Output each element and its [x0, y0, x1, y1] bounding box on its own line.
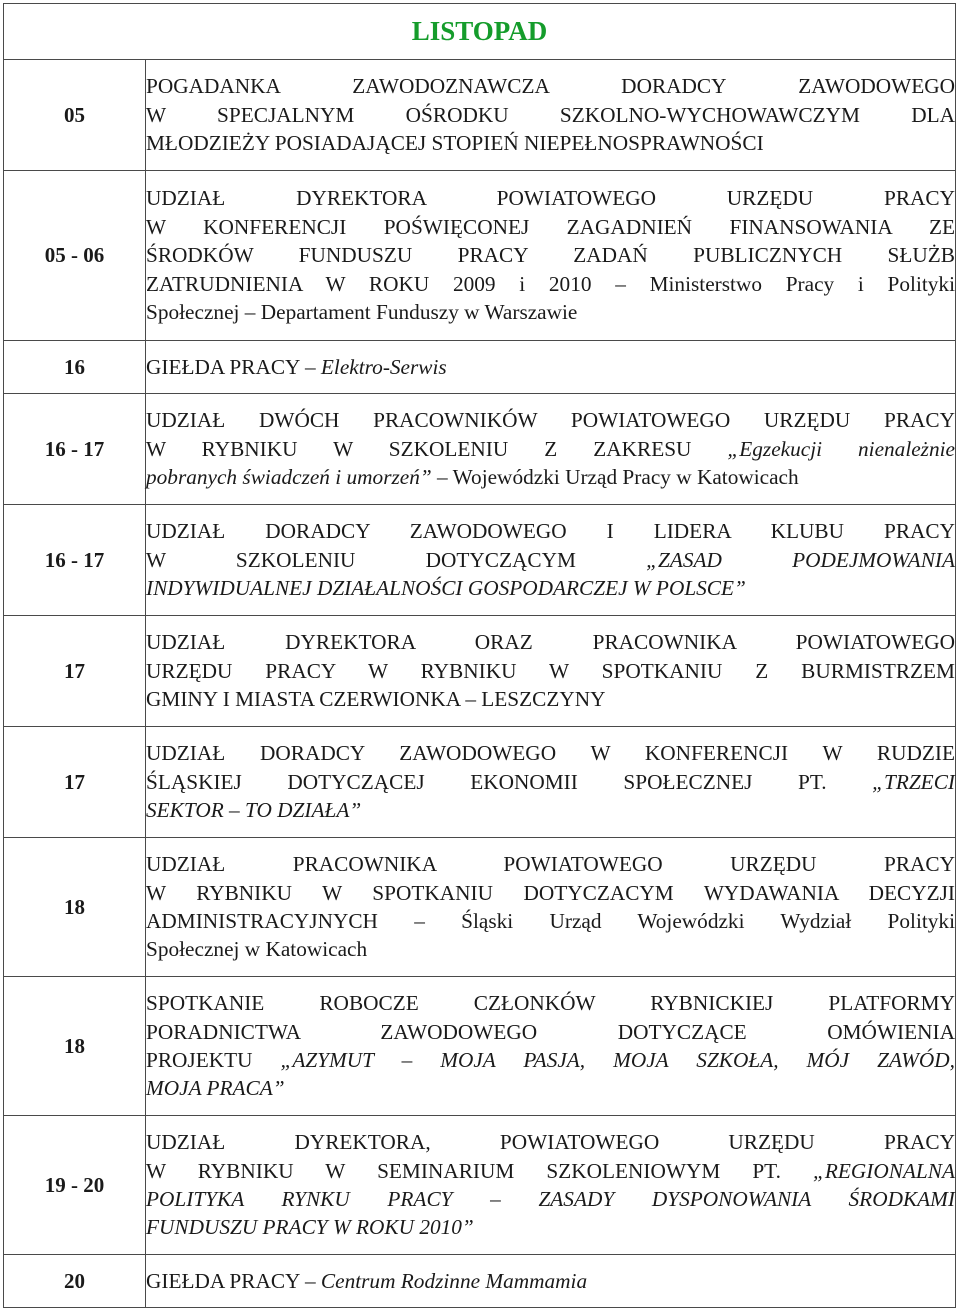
description-line: [146, 1185, 955, 1213]
line-text: ADMINISTRACYJNYCH – Śląski Urząd Wojewódzki Wydział Polityki: [146, 909, 955, 933]
line-text-italic: pobranych świadczeń i umorzeń”: [146, 465, 432, 490]
event-description: [146, 727, 956, 838]
description-line: [146, 739, 955, 767]
description-line: [146, 517, 955, 545]
event-description: [146, 171, 956, 341]
description-line: [146, 1018, 955, 1046]
line-text: W RYBNIKU W SEMINARIUM SZKOLENIOWYM PT.: [146, 1158, 813, 1183]
line-text: ŚRODKÓW FUNDUSZU PRACY ZADAŃ PUBLICZNYCH SŁUŻB: [146, 243, 955, 268]
description-line: [146, 1074, 955, 1102]
description-line: [146, 213, 955, 241]
description-line: [146, 72, 955, 100]
description-line: [146, 1128, 955, 1156]
description-line: [146, 463, 955, 491]
event-date: 05: [4, 60, 146, 171]
description-line: [146, 1157, 955, 1185]
event-date: 17: [4, 727, 146, 838]
line-text-italic: INDYWIDUALNEJ DZIAŁALNOŚCI GOSPODARCZEJ W POLSCE”: [146, 576, 746, 601]
line-text-italic: MOJA PRACA”: [146, 1076, 285, 1101]
schedule-table: [3, 3, 956, 1308]
line-text-italic: SEKTOR – TO DZIAŁA”: [146, 798, 362, 823]
line-text: PORADNICTWA ZAWODOWEGO DOTYCZĄCE OMÓWIENIA: [146, 1019, 955, 1044]
description-line: [146, 989, 955, 1017]
line-text: W SPECJALNYM OŚRODKU SZKOLNO-WYCHOWAWCZYM DLA: [146, 102, 955, 127]
event-description: [146, 616, 956, 727]
description-line: [146, 241, 955, 269]
event-date: 18: [4, 838, 146, 977]
line-text-italic: „TRZECI: [872, 769, 955, 794]
event-description: [146, 1255, 956, 1308]
event-date: 05 - 06: [4, 171, 146, 341]
event-description: [146, 60, 956, 171]
line-text: – Wojewódzki Urząd Pracy w Katowicach: [431, 465, 799, 490]
line-text: ZATRUDNIENIA W ROKU 2009 i 2010 – Ministerstwo Pracy i Polityki: [146, 271, 955, 296]
line-text-italic: FUNDUSZU PRACY W ROKU 2010”: [146, 1215, 474, 1240]
line-text: W SZKOLENIU DOTYCZĄCYM: [146, 547, 647, 572]
description-line: [146, 1213, 955, 1241]
description-line: [146, 628, 955, 656]
description-line: [146, 879, 955, 907]
event-description: [146, 394, 956, 505]
line-text: MŁODZIEŻY POSIADAJĄCEJ STOPIEŃ NIEPEŁNOSPRAWNOŚCI: [146, 131, 764, 156]
line-text: UDZIAŁ DYREKTORA ORAZ PRACOWNIKA POWIATOWEGO: [146, 630, 955, 655]
line-text: GIEŁDA PRACY –: [146, 1268, 321, 1293]
description-line: [146, 101, 955, 129]
line-text: W RYBNIKU W SPOTKANIU DOTYCZACYM WYDAWANIA DECYZJI: [146, 880, 955, 905]
line-text: UDZIAŁ DYREKTORA, POWIATOWEGO URZĘDU PRACY: [146, 1130, 955, 1155]
line-text: GIEŁDA PRACY –: [146, 354, 321, 379]
line-text: Społecznej w Katowicach: [146, 937, 368, 962]
line-text: URZĘDU PRACY W RYBNIKU W SPOTKANIU Z BURMISTRZEM: [146, 658, 955, 683]
description-line: [146, 935, 955, 963]
line-text: Społecznej – Departament Funduszy w Warszawie: [146, 300, 578, 325]
event-description: [146, 838, 956, 977]
description-line: [146, 657, 955, 685]
event-date: 16 - 17: [4, 394, 146, 505]
description-line: [146, 129, 955, 157]
line-text-italic: Centrum Rodzinne Mammamia: [320, 1268, 588, 1293]
description-line: [146, 907, 955, 935]
description-line: [146, 850, 955, 878]
event-date: 20: [4, 1255, 146, 1308]
description-line: [146, 435, 955, 463]
description-line: [146, 546, 955, 574]
line-text-italic: „REGIONALNA: [813, 1158, 955, 1183]
line-text: UDZIAŁ DWÓCH PRACOWNIKÓW POWIATOWEGO URZĘDU PRACY: [146, 408, 955, 433]
description-line: [146, 685, 955, 713]
description-line: [146, 406, 955, 434]
description-line: [146, 353, 955, 381]
line-text: UDZIAŁ DYREKTORA POWIATOWEGO URZĘDU PRACY: [146, 186, 955, 211]
line-text-italic: „AZYMUT – MOJA PASJA, MOJA SZKOŁA, MÓJ ZAWÓD,: [280, 1048, 955, 1072]
line-text: UDZIAŁ DORADCY ZAWODOWEGO W KONFERENCJI W RUDZIE: [146, 741, 955, 766]
line-text: W RYBNIKU W SZKOLENIU Z ZAKRESU: [146, 436, 728, 461]
description-line: [146, 574, 955, 602]
description-line: [146, 298, 955, 326]
line-text: UDZIAŁ DORADCY ZAWODOWEGO I LIDERA KLUBU PRACY: [146, 519, 955, 544]
description-line: [146, 768, 955, 796]
line-text: POGADANKA ZAWODOZNAWCZA DORADCY ZAWODOWEGO: [146, 74, 955, 99]
description-line: [146, 1267, 955, 1295]
event-description: [146, 977, 956, 1116]
event-date: 16 - 17: [4, 505, 146, 616]
line-text: ŚLĄSKIEJ DOTYCZĄCEJ EKONOMII SPOŁECZNEJ PT.: [146, 769, 873, 794]
line-text-italic: Elektro-Serwis: [320, 354, 447, 379]
event-date: 16: [4, 341, 146, 394]
line-text-italic: „ZASAD PODEJMOWANIA: [646, 547, 955, 572]
line-text-italic: „Egzekucji nienależnie: [727, 436, 955, 461]
event-date: 19 - 20: [4, 1116, 146, 1255]
line-text: SPOTKANIE ROBOCZE CZŁONKÓW RYBNICKIEJ PLATFORMY: [146, 991, 955, 1016]
description-line: [146, 184, 955, 212]
event-date: 17: [4, 616, 146, 727]
description-line: [146, 796, 955, 824]
line-text: GMINY I MIASTA CZERWIONKA – LESZCZYNY: [146, 687, 606, 712]
line-text-italic: POLITYKA RYNKU PRACY – ZASADY DYSPONOWANIA ŚRODKAMI: [146, 1187, 955, 1211]
line-text: PROJEKTU: [146, 1048, 281, 1072]
month-title: LISTOPAD: [4, 4, 956, 60]
event-description: [146, 1116, 956, 1255]
event-description: [146, 341, 956, 394]
event-description: [146, 505, 956, 616]
description-line: [146, 270, 955, 298]
description-line: [146, 1046, 955, 1074]
event-date: 18: [4, 977, 146, 1116]
line-text: W KONFERENCJI POŚWIĘCONEJ ZAGADNIEŃ FINANSOWANIA ZE: [146, 214, 955, 239]
line-text: UDZIAŁ PRACOWNIKA POWIATOWEGO URZĘDU PRACY: [146, 852, 955, 877]
